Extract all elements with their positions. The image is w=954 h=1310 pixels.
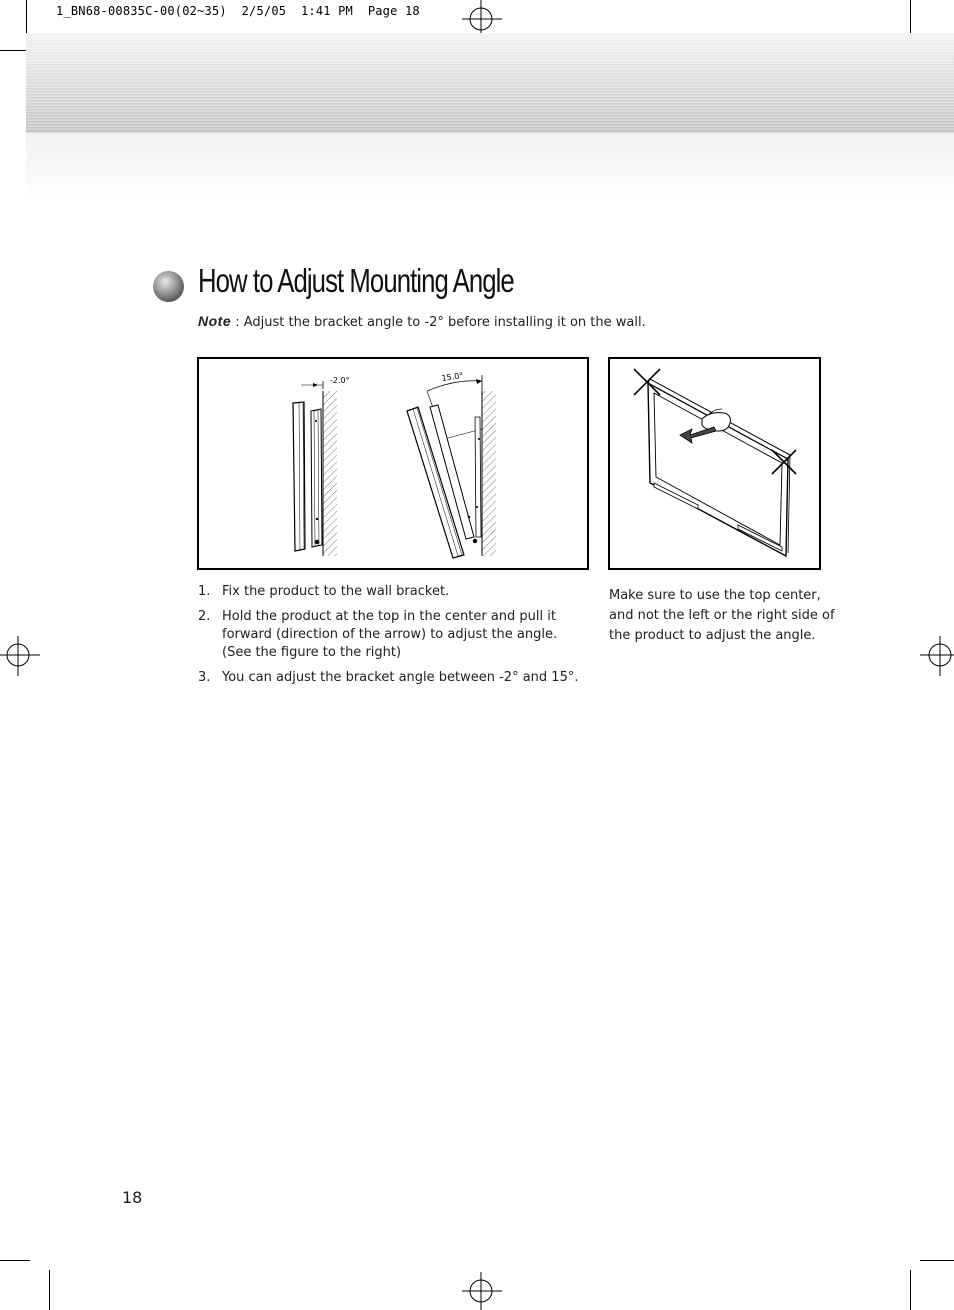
note-text: : Adjust the bracket angle to -2° before installing it on the wall. <box>231 315 646 330</box>
registration-mark <box>920 636 954 676</box>
step-number: 2. <box>198 609 211 624</box>
angle-label-plus: 15.0° <box>441 371 464 383</box>
step-text: Fix the product to the wall bracket. <box>222 584 450 599</box>
registration-mark <box>0 636 40 676</box>
instruction-steps <box>198 583 598 694</box>
header-shadow <box>26 133 954 203</box>
section-bullet-icon <box>153 271 184 302</box>
header-band <box>26 33 954 133</box>
bracket-angle-illustration <box>199 359 587 568</box>
wall-hatch <box>482 391 496 556</box>
registration-mark <box>462 1272 502 1310</box>
tv-pull-illustration <box>610 359 819 568</box>
print-slug: 1_BN68-00835C-00(02~35) 2/5/05 1:41 PM Page 18 <box>56 4 420 18</box>
tv-pull-figure <box>608 357 821 570</box>
wall-hatch <box>323 391 337 556</box>
side-note: Make sure to use the top center, and not the left or the right side of the product to adjust the angle. <box>609 588 835 643</box>
bracket-angle-figure <box>197 357 589 570</box>
step-text: (See the figure to the right) <box>222 645 402 660</box>
page-number: 18 <box>122 1188 143 1207</box>
page-title: How to Adjust Mounting Angle <box>198 262 514 299</box>
hand-icon <box>702 413 730 431</box>
note-label: Note <box>198 313 232 329</box>
step-item <box>198 583 598 601</box>
crop-mark <box>910 1270 911 1310</box>
crop-mark <box>920 1260 954 1261</box>
angle-label-minus: -2.0° <box>330 376 350 385</box>
crop-mark <box>49 1270 50 1310</box>
step-text: You can adjust the bracket angle between -2° and 15°. <box>222 670 579 685</box>
note <box>198 313 646 330</box>
crop-mark <box>26 0 27 33</box>
step-text: Hold the product at the top in the center and pull it <box>222 609 556 624</box>
step-item <box>198 608 598 662</box>
crop-mark <box>0 1260 30 1261</box>
step-text: forward (direction of the arrow) to adjust the angle. <box>222 627 558 642</box>
step-item <box>198 669 598 687</box>
step-number: 3. <box>198 670 211 685</box>
step-number: 1. <box>198 584 211 599</box>
